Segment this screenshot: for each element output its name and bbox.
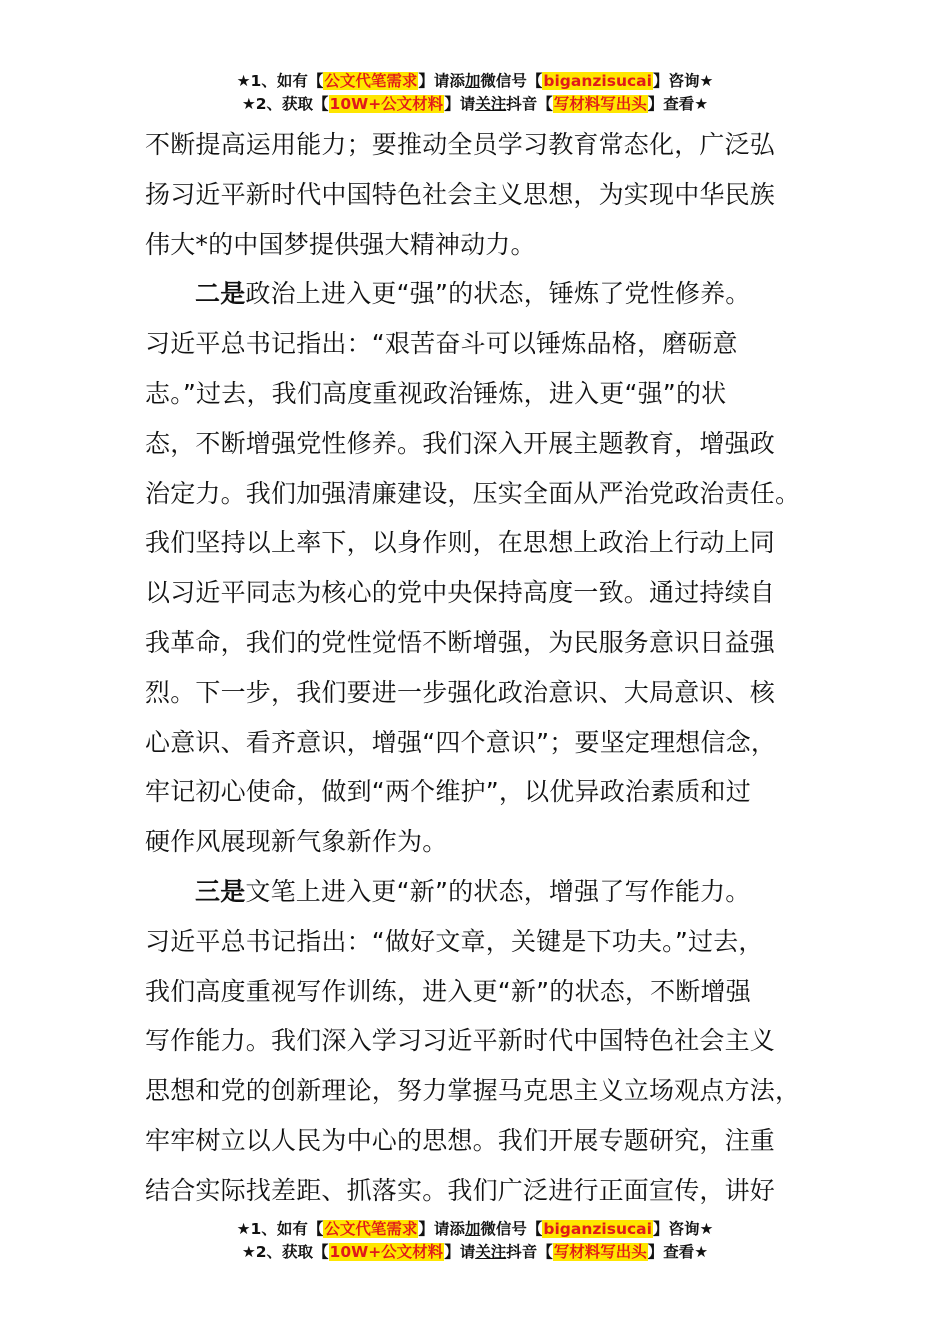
header-banner	[0, 70, 950, 116]
banner-line-2	[0, 1241, 950, 1264]
highlight-text: 10W+公文材料	[329, 95, 444, 113]
banner-text: 】咨询★	[652, 72, 714, 90]
underlined-text: 关注	[475, 1243, 507, 1261]
banner-text: 】请	[444, 1243, 476, 1261]
banner-text: 】请添	[418, 1220, 465, 1238]
paragraph-heading-line	[145, 269, 810, 319]
banner-text: 微信号【	[480, 72, 543, 90]
douyin-highlight: 写材料写出头	[553, 95, 647, 113]
text-line: 我革命，我们的党性觉悟不断增强，为民服务意识日益强	[145, 627, 776, 657]
highlight-text: 公文代笔需求	[324, 72, 418, 90]
text-line: 志。”过去，我们高度重视政治锤炼，进入更“强”的状	[145, 378, 727, 408]
banner-line-1	[0, 70, 950, 93]
document-body	[145, 120, 810, 1216]
text-line: 牢牢树立以人民为中心的思想。我们开展专题研究，注重	[145, 1125, 776, 1155]
footer-banner	[0, 1218, 950, 1264]
banner-text: 抖音【	[506, 95, 553, 113]
text-line: 我们高度重视写作训练，进入更“新”的状态，不断增强	[145, 976, 751, 1006]
banner-text: ★2、获取【	[241, 1243, 329, 1261]
banner-text: 】查看★	[647, 1243, 709, 1261]
paragraph-lead: 二是	[195, 279, 246, 309]
banner-line-2	[0, 93, 950, 116]
paragraph-heading-text: 文笔上进入更“新”的状态，增强了写作能力。	[245, 876, 751, 906]
text-line: 态，不断增强党性修养。我们深入开展主题教育，增强政	[145, 428, 776, 458]
banner-text: 微信号【	[480, 1220, 543, 1238]
text-line: 烈。下一步，我们要进一步强化政治意识、大局意识、核	[145, 677, 776, 707]
highlight-text: 公文代笔需求	[324, 1220, 418, 1238]
banner-text: ★2、获取【	[241, 95, 329, 113]
text-line: 习近平总书记指出：“做好文章，关键是下功夫。”过去，	[145, 926, 764, 956]
underlined-text: 加	[464, 72, 481, 90]
text-line: 写作能力。我们深入学习习近平新时代中国特色社会主义	[145, 1026, 776, 1056]
underlined-text: 加	[464, 1220, 481, 1238]
banner-text: 】查看★	[647, 95, 709, 113]
text-line: 扬习近平新时代中国特色社会主义思想，为实现中华民族	[145, 179, 776, 209]
text-line: 我们坚持以上率下，以身作则，在思想上政治上行动上同	[145, 528, 776, 558]
banner-text: 】请添	[418, 72, 465, 90]
paragraph-heading-line	[145, 867, 810, 917]
text-line: 伟大*的中国梦提供强大精神动力。	[145, 229, 536, 259]
paragraph-lead: 三是	[195, 876, 246, 906]
banner-text: ★1、如有【	[236, 1220, 324, 1238]
banner-text: 抖音【	[506, 1243, 553, 1261]
banner-text: 】咨询★	[652, 1220, 714, 1238]
underlined-text: 关注	[475, 95, 507, 113]
wechat-id-highlight: biganzisucai	[543, 72, 652, 90]
text-line: 心意识、看齐意识，增强“四个意识”；要坚定理想信念，	[145, 727, 777, 757]
banner-text: 】请	[444, 95, 476, 113]
banner-line-1	[0, 1218, 950, 1241]
text-line: 以习近平同志为核心的党中央保持高度一致。通过持续自	[145, 578, 776, 608]
text-line: 习近平总书记指出：“艰苦奋斗可以锤炼品格，磨砺意	[145, 329, 738, 359]
text-line: 硬作风展现新气象新作为。	[145, 827, 448, 857]
highlight-text: 10W+公文材料	[329, 1243, 444, 1261]
banner-text: ★1、如有【	[236, 72, 324, 90]
text-line: 治定力。我们加强清廉建设，压实全面从严治党政治责任。	[145, 478, 801, 508]
douyin-highlight: 写材料写出头	[553, 1243, 647, 1261]
paragraph-heading-text: 政治上进入更“强”的状态，锤炼了党性修养。	[245, 279, 751, 309]
text-line: 思想和党的创新理论，努力掌握马克思主义立场观点方法，	[145, 1076, 801, 1106]
text-line: 不断提高运用能力；要推动全员学习教育常态化，广泛弘	[145, 130, 776, 159]
wechat-id-highlight: biganzisucai	[543, 1220, 652, 1238]
text-line: 结合实际找差距、抓落实。我们广泛进行正面宣传，讲好	[145, 1175, 776, 1205]
text-line: 牢记初心使命，做到“两个维护”，以优异政治素质和过	[145, 777, 751, 807]
